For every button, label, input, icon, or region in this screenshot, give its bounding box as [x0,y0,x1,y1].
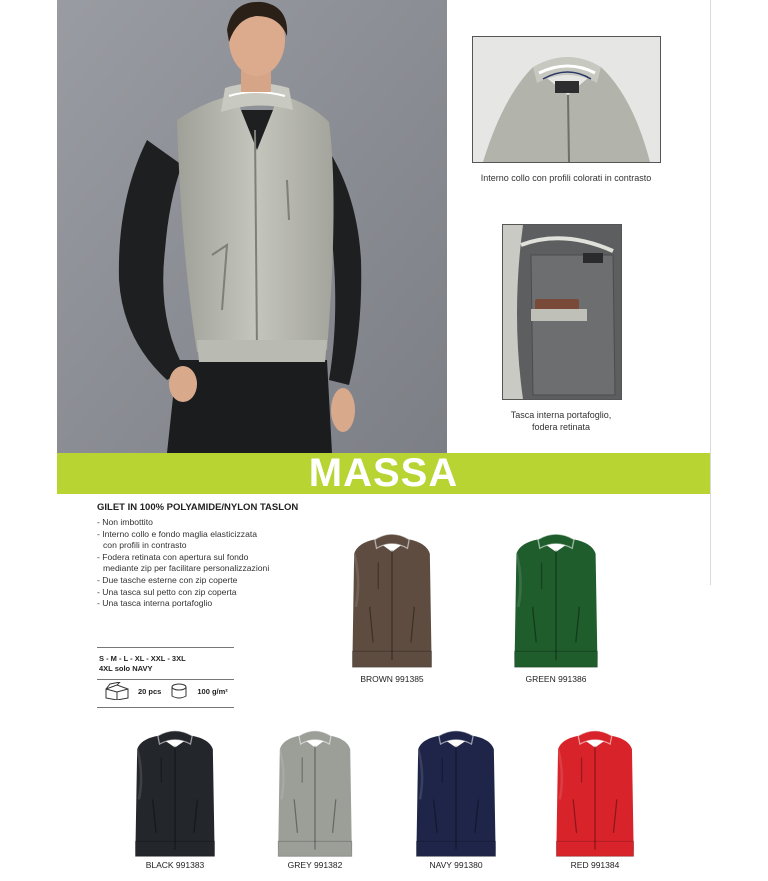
feature-list [97,517,269,610]
vest-black [132,724,218,863]
vest-grey [275,724,355,863]
feature-item: con profili in contrasto [103,540,187,551]
feature-item: - Non imbottito [97,517,153,527]
vest-navy [413,724,499,863]
spec-divider [97,707,234,708]
feature-item: mediante zip per facilitare personalizzazioni [103,563,270,574]
box-icon [104,682,130,700]
vest-red [553,724,637,863]
feature-item: - Interno collo e fondo maglia elasticizzata [97,528,258,539]
variant-label: GREY 991382 [287,860,343,870]
size-note: 4XL solo NAVY [99,664,153,673]
pocket-caption-line-1: Tasca interna portafoglio, [510,410,612,420]
collar-caption: Interno collo con profili colorati in contrasto [480,173,652,183]
variant-label: BLACK 991383 [145,860,205,870]
feature-item: - Una tasca interna portafoglio [97,598,213,609]
detail-photo-collar [472,36,661,163]
variant-label: RED 991384 [570,860,620,870]
feature-item: - Fodera retinata con apertura sul fondo [97,551,249,562]
spec-divider [97,679,234,680]
variant-label: GREEN 991386 [525,674,587,684]
spec-divider [97,647,234,648]
hero-photo [57,0,447,453]
pocket-caption [494,409,628,433]
fabric-weight: 100 g/m² [197,686,228,696]
feature-item: - Una tasca sul petto con zip coperta [97,586,237,597]
feature-item: - Due tasche esterne con zip coperte [97,574,238,585]
variant-label: BROWN 991385 [360,674,424,684]
variant-label: NAVY 991380 [429,860,483,870]
fabric-roll-icon [169,682,189,700]
size-info [99,654,186,674]
pack-info [104,682,228,700]
detail-photo-pocket [502,224,622,400]
page-edge-rule [710,0,711,585]
product-title: MASSA [308,451,459,495]
pack-quantity: 20 pcs [138,686,162,696]
vest-brown [349,527,435,674]
product-subtitle: GILET IN 100% POLYAMIDE/NYLON TASLON [97,502,299,513]
pocket-caption-line-2: fodera retinata [531,422,591,432]
size-range: S - M - L - XL - XXL - 3XL [99,654,186,663]
vest-green [511,527,601,674]
